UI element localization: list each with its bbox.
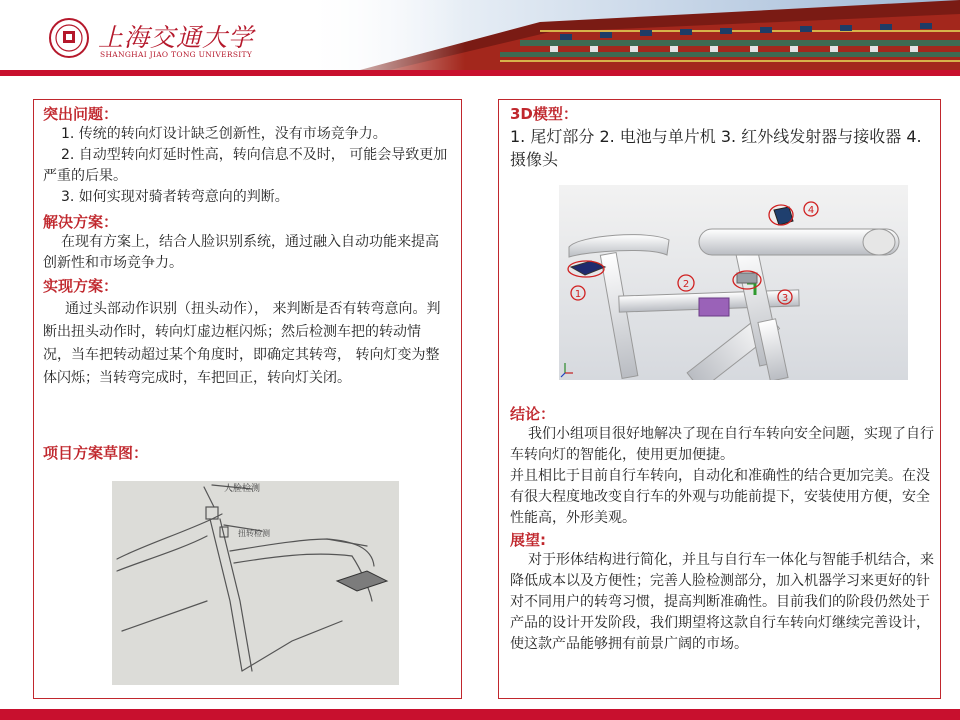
model-text: 1. 尾灯部分 2. 电池与单片机 3. 红外线发射器与接收器 4. 摄像头 xyxy=(510,127,922,169)
solution-title: 解决方案： xyxy=(43,213,119,231)
marker-4: 4 xyxy=(807,205,815,216)
bike-sketch-image xyxy=(112,481,399,685)
header-banner xyxy=(0,0,960,70)
problem-item: 1. 传统的转向灯设计缺乏创新性，没有市场竞争力。 xyxy=(61,126,387,142)
model-title: 3D模型： xyxy=(510,105,578,123)
problems-section xyxy=(43,104,455,208)
conclusion-text-2: 并且相比于目前自行车转向，自动化和准确性的结合更加完美。在没有很大程度地改变自行车的外观与功能前提下，安装使用方便，安全性能高，外形美观。 xyxy=(510,468,930,526)
outlook-text: 对于形体结构进行简化，并且与自行车一体化与智能手机结合，来降低成本以及方便性；完善人脸检测部分，加入机器学习来更好的针对不同用户的转弯习惯，提高判断准确性。目前我们的阶段仍然处于产品的设计开发阶段，我们期望将这款自行车转向灯继续完善设计，使这款产品能够拥有前景广阔的市场。 xyxy=(510,552,934,652)
marker-3: 3 xyxy=(781,293,789,304)
sketch-label-turn: 扭转检测 xyxy=(238,529,270,538)
logo-chinese-name: 上海交通大学 xyxy=(98,23,255,52)
marker-1: 1 xyxy=(574,289,582,300)
university-seal-icon xyxy=(49,18,89,58)
solution-text: 在现有方案上，结合人脸识别系统，通过融入自动功能来提高创新性和市场竞争力。 xyxy=(43,234,439,271)
outlook-section xyxy=(510,530,935,655)
outlook-title: 展望: xyxy=(510,531,546,549)
sketch-title: 项目方案草图： xyxy=(43,444,149,462)
implementation-title: 实现方案： xyxy=(43,277,119,295)
implementation-section xyxy=(43,276,447,390)
problem-item: 3. 如何实现对骑者转弯意向的判断。 xyxy=(61,189,289,205)
solution-section xyxy=(43,212,441,274)
logo-english-name: SHANGHAI JIAO TONG UNIVERSITY xyxy=(100,50,253,59)
problem-item: 2. 自动型转向灯延时性高，转向信息不及时， 可能会导致更加严重的后果。 xyxy=(43,147,448,184)
bottom-accent-bar xyxy=(0,709,960,720)
temple-eaves-photo xyxy=(300,0,960,70)
marker-2: 2 xyxy=(682,279,690,290)
implementation-text: 通过头部动作识别（扭头动作）， 来判断是否有转弯意向。判断出扭头动作时，转向灯虚边框闪烁；然后检测车把的转动情况，当车把转动超过某个角度时，即确定其转弯， 转向灯变为整体闪烁；当转弯完成时，车把回正，转向灯关闭。 xyxy=(43,301,441,386)
conclusion-section xyxy=(510,404,935,529)
conclusion-text-1: 我们小组项目很好地解决了现在自行车转向安全问题，实现了自行车转向灯的智能化，使用更加便捷。 xyxy=(510,426,934,463)
sketch-label-face: 人脸检测 xyxy=(224,484,261,494)
conclusion-title: 结论： xyxy=(510,405,556,423)
bike-3d-render xyxy=(559,185,908,380)
model-section xyxy=(510,104,930,171)
problems-title: 突出问题： xyxy=(43,105,119,123)
sketch-section xyxy=(43,443,343,463)
top-accent-bar xyxy=(0,70,960,76)
